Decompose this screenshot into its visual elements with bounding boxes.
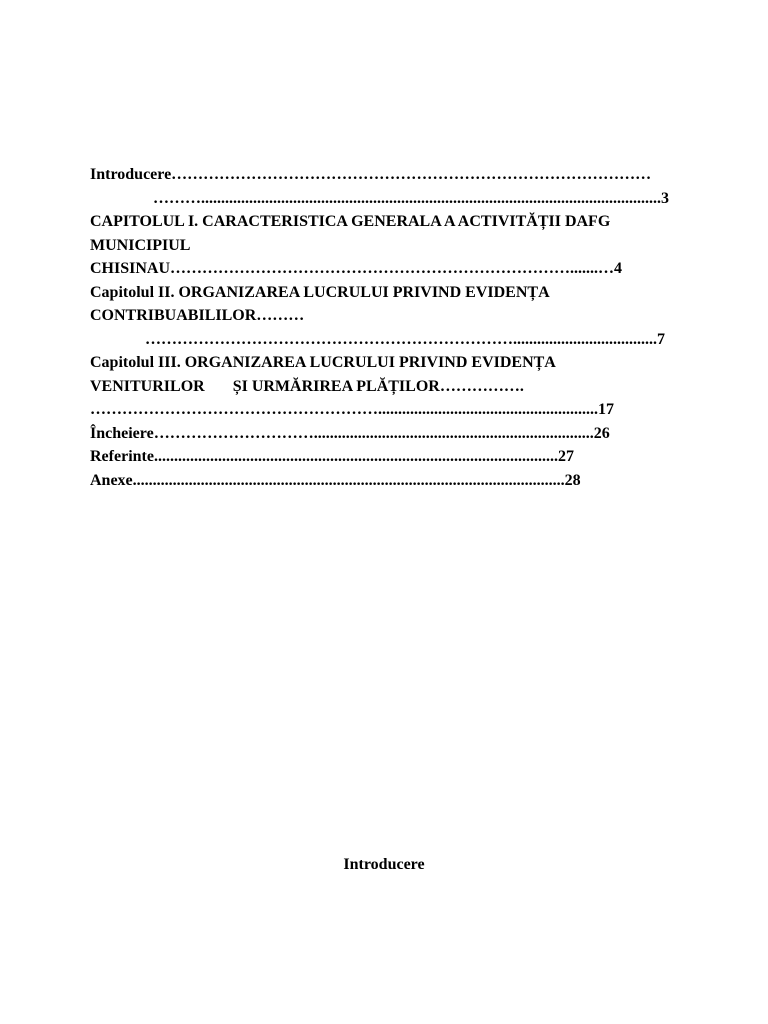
toc-entry-capitolul-3[interactable]: Capitolul III. ORGANIZAREA LUCRULUI PRIVIND EVIDENȚA (90, 354, 556, 371)
toc-entry-introducere[interactable]: Introducere……………………………………………………………………………… (90, 166, 652, 183)
toc-entry-introducere-page[interactable]: ………...................................................................................................................3 (153, 189, 669, 207)
toc-entry-capitolul-3-page[interactable]: ……………………………………………….......................................................17 (90, 401, 614, 418)
toc-entry-capitolul-2-cont[interactable]: CONTRIBUABILILOR……… (90, 307, 305, 324)
toc-entry-capitolul-2-page[interactable]: ……………………………………………………………....................................7 (145, 330, 665, 348)
toc-entry-incheiere[interactable]: Încheiere…………………………......................................................................26 (90, 424, 610, 442)
toc-entry-capitolul-1[interactable]: CAPITOLUL I. CARACTERISTICA GENERALA A ACTIVITĂȚII DAFG (90, 213, 611, 230)
toc-entry-anexe[interactable]: Anexe............................................................................................................28 (90, 471, 581, 489)
section-heading-introducere: Introducere (343, 856, 425, 873)
toc-entry-referinte[interactable]: Referinte.....................................................................................................27 (90, 448, 574, 465)
toc-entry-capitolul-3-cont[interactable]: VENITURILOR ȘI URMĂRIREA PLĂȚILOR……………. (90, 377, 524, 395)
toc-entry-capitolul-1-page[interactable]: CHISINAU………………………………………………………………….......…4 (90, 260, 623, 277)
table-of-contents (90, 163, 670, 492)
toc-entry-capitolul-1-cont[interactable]: MUNICIPIUL (90, 236, 191, 254)
toc-entry-capitolul-2[interactable]: Capitolul II. ORGANIZAREA LUCRULUI PRIVIND EVIDENȚA (90, 283, 550, 301)
